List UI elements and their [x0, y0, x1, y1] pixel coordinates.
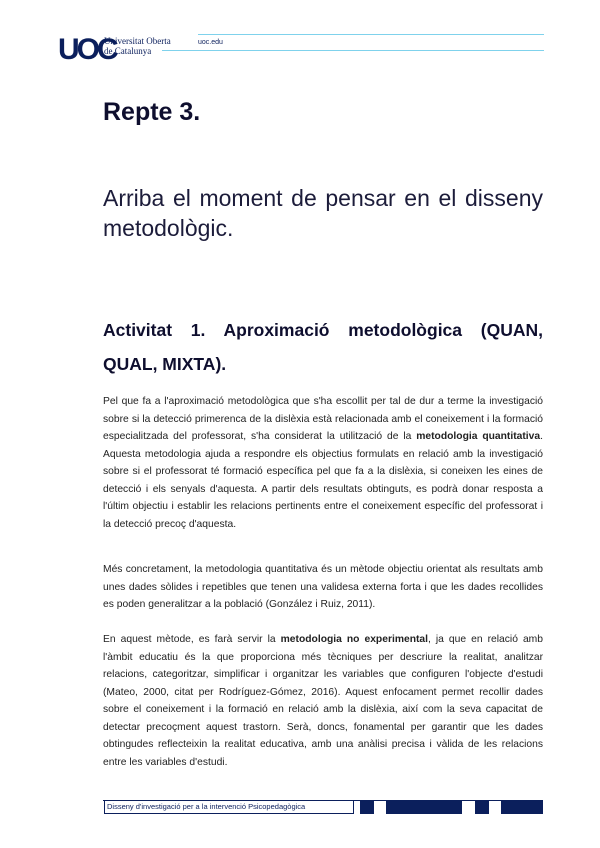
- uoc-logo: [58, 33, 116, 66]
- paragraph-approach: [103, 393, 543, 533]
- page-title: Repte 3.: [103, 98, 201, 126]
- header-note: uoc.edu: [198, 39, 223, 46]
- university-name: [104, 36, 171, 56]
- footer-block-2: [386, 800, 462, 814]
- paragraph-non-experimental-text-a: En aquest mètode, es farà servir la: [103, 634, 281, 645]
- footer-block-3: [475, 800, 489, 814]
- paragraph-approach-bold: metodologia quantitativa: [416, 431, 541, 442]
- paragraph-non-experimental: [103, 631, 543, 771]
- activity-heading: Activitat 1. Aproximació metodològica (QUAN, QUAL, MIXTA).: [103, 320, 543, 374]
- paragraph-non-experimental-bold: metodologia no experimental: [280, 634, 429, 645]
- page-footer: [103, 800, 543, 814]
- paragraph-approach-text-b: . Aquesta metodologia ajuda a respondre els objectius formulats en relació amb la investigació sobre si el professorat té formació específica pel que fa a la dislèxia, si coneixen les eines de detecció i els senyals d'aquesta. A partir dels resultats obtinguts, es podrà donar resposta a l'últim objectiu i establir les relacions pertinents entre el coneixement específic del professorat i la detecció precoç d'aquesta.: [103, 431, 543, 530]
- header-rule-top: [198, 34, 544, 35]
- footer-block-1: [360, 800, 374, 814]
- paragraph-non-experimental-text-b: , ja que en relació amb l'àmbit educatiu és la que proporciona més tècniques per descriure la realitat, analitzar relacions, categoritzar, simplificar i organitzar les variables que configuren l'objecte d'estudi (Mateo, 2000, citat per Rodríguez-Gómez, 2016). Aquest enfocament permet recollir dades sobre el coneixement i la formació en relació amb la dislèxia, així com la seva capacitat de detectar precoçment aquest trastorn. Serà, doncs, fonamental per garantir que les dades obtingudes reflecteixin la realitat educativa, amb una anàlisi precisa i vàlida de les relacions entre les variables d'estudi.: [103, 634, 543, 768]
- uoc-logo-text: UOC: [58, 33, 116, 66]
- page-subtitle: Arriba el moment de pensar en el disseny metodològic.: [103, 185, 543, 241]
- footer-block-4: [501, 800, 543, 814]
- paragraph-approach-text-a: Pel que fa a l'aproximació metodològica que s'ha escollit per tal de dur a terme la investigació sobre si la detecció primerenca de la dislèxia està relacionada amb el coneixement i la formació especialitzada del professorat, s'ha considerat la utilització de la: [103, 396, 543, 442]
- footer-label: Disseny d'investigació per a la intervenció Psicopedagògica: [104, 800, 354, 814]
- paragraph-quantitative: Més concretament, la metodologia quantitativa és un mètode objectiu orientat als resultats amb unes dades sòlides i repetibles que tenen una validesa externa forta i que les dades recollides es poden generalitzar a la població (González i Ruiz, 2011).: [103, 564, 543, 610]
- header-rule-bottom: [162, 50, 544, 51]
- page-header: [58, 34, 544, 70]
- university-name-line1: Universitat Oberta: [104, 36, 171, 46]
- university-name-line2: de Catalunya: [104, 46, 152, 56]
